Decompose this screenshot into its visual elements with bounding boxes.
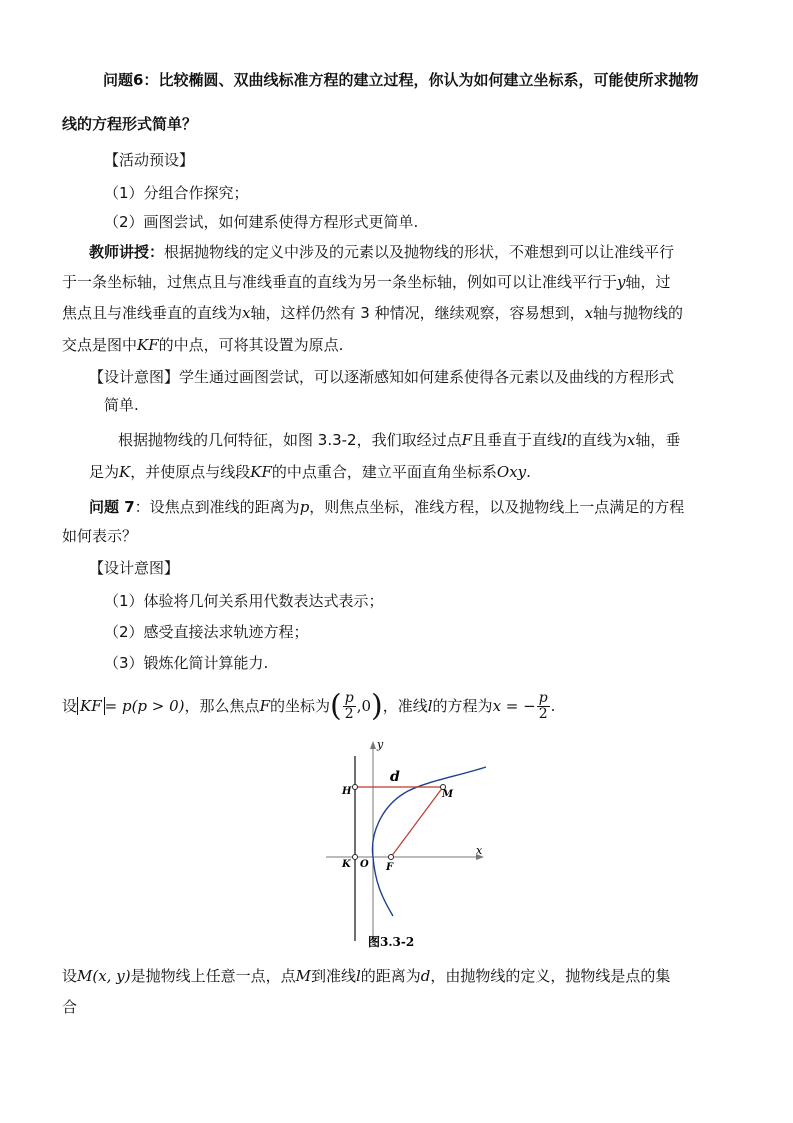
teacher-text: 根据抛物线的定义中涉及的元素以及抛物线的形状，不难想到可以让准线平行: [164, 243, 675, 261]
math-var: l: [355, 967, 361, 985]
point-k: [353, 855, 358, 860]
label-d: d: [390, 769, 400, 785]
geometry-text: 的中点重合，建立平面直角坐标系: [271, 463, 497, 481]
math-var: x: [242, 304, 251, 322]
frac-num: p: [344, 690, 354, 706]
question-6-line1: [103, 70, 698, 90]
teacher-text: 交点是图中: [62, 336, 138, 354]
math-var: d: [420, 967, 431, 985]
teacher-text: 于一条坐标轴，过焦点且与准线垂直的直线为另一条坐标轴，例如可以让准线平行于: [62, 273, 618, 291]
question-7-line1: [89, 497, 684, 517]
label-m: M: [442, 789, 454, 800]
activity-heading: 【活动预设】: [104, 151, 195, 169]
teacher-line1: [89, 242, 674, 262]
frac-num: p: [538, 690, 548, 706]
label-x: x: [476, 844, 483, 857]
math-var: F: [461, 431, 473, 449]
formula-text: 的坐标为: [269, 697, 330, 715]
design2-item-1: （1）体验将几何关系用代数表达式表示；: [104, 592, 384, 610]
math-var: KF: [137, 336, 159, 354]
fraction-p-over-2: [343, 691, 356, 722]
math-var: K: [119, 463, 131, 481]
formula-line: [62, 688, 555, 725]
formula-text: ，那么焦点: [184, 697, 260, 715]
math-expr: x = −: [492, 697, 536, 715]
geometry-text: .: [526, 463, 531, 481]
math-var: Oxy: [496, 463, 527, 481]
y-axis-arrow: [370, 741, 376, 749]
formula-text: ，准线: [382, 697, 428, 715]
math-expr: M(x, y): [77, 967, 131, 985]
math-var: y: [617, 273, 626, 291]
math-var: M: [295, 967, 311, 985]
teacher-text: 的中点，可将其设置为原点.: [158, 336, 344, 354]
last-text: 设: [62, 967, 78, 985]
geometry-text: 足为: [89, 463, 120, 481]
math-var: x: [584, 304, 594, 322]
geometry-line2: [89, 462, 531, 482]
formula-text: .: [550, 697, 556, 715]
teacher-label: 教师讲授：: [89, 243, 165, 261]
question-7-text: ，则焦点坐标，准线方程，以及抛物线上一点满足的方程: [309, 498, 685, 516]
frac-den: 2: [538, 706, 548, 722]
label-f: F: [386, 862, 394, 873]
teacher-text: 轴，这样仍然有 3 种情况，继续观察，容易想到，: [250, 304, 585, 322]
last-text: 是抛物线上任意一点，点: [130, 967, 296, 985]
design1-text: 学生通过画图尝试，可以逐渐感知如何建系使得各元素以及曲线的方程形式: [179, 368, 675, 386]
question-7-label: 问题 7: [89, 498, 135, 516]
design1-line1: [89, 367, 674, 387]
label-o: O: [360, 859, 369, 870]
point-h: [353, 785, 358, 790]
point-f: [389, 855, 394, 860]
activity-item-2: （2）画图尝试，如何建系使得方程形式更简单.: [104, 213, 419, 231]
design2-item-2: （2）感受直接法求轨迹方程；: [104, 623, 309, 641]
math-var: p: [299, 498, 310, 516]
last-text: ，由抛物线的定义，抛物线是点的集: [430, 967, 671, 985]
math-var: l: [562, 431, 567, 449]
teacher-line3: [62, 303, 683, 323]
geometry-text: 且垂直于直线: [472, 431, 563, 449]
question-6-line2: 线的方程形式简单？: [62, 115, 198, 133]
teacher-line4: [62, 335, 343, 355]
parabola-curve: [372, 767, 486, 916]
geometry-text: ，并使原点与线段: [130, 463, 251, 481]
fraction-p-over-2-b: [537, 691, 550, 722]
math-var: F: [259, 697, 270, 715]
teacher-text: 轴，过: [625, 273, 671, 291]
label-k: K: [342, 859, 351, 870]
last-text: 到准线: [310, 967, 356, 985]
last-line2: 合: [62, 998, 78, 1016]
teacher-text: 焦点且与准线垂直的直线为: [62, 304, 243, 322]
math-expr: ,0: [356, 697, 371, 715]
math-expr: = p(p > 0): [104, 697, 185, 715]
math-var: l: [427, 697, 433, 715]
geometry-text: 根据抛物线的几何特征，如图 3.3-2，我们取经过点: [118, 431, 462, 449]
label-y: y: [377, 738, 384, 751]
design1-heading: 【设计意图】: [89, 368, 180, 386]
abs-kf: KF: [77, 697, 105, 715]
design2-item-3: （3）锻炼化简计算能力.: [104, 654, 269, 672]
figure-caption: 图3.3-2: [368, 935, 415, 949]
question-7-line2: 如何表示？: [62, 527, 138, 545]
formula-text: 设: [62, 697, 78, 715]
geometry-text: 的直线为: [566, 431, 627, 449]
geometry-line1: [118, 430, 680, 450]
teacher-line2: [62, 272, 671, 292]
math-var: KF: [250, 463, 272, 481]
question-6-label: 问题6：: [103, 71, 159, 89]
geometry-text: 轴，垂: [635, 431, 681, 449]
paren-open: (: [330, 688, 342, 724]
frac-den: 2: [344, 706, 354, 722]
last-text: 的距离为: [360, 967, 421, 985]
paren-close: ): [371, 688, 383, 724]
design1-line2: 简单.: [104, 396, 139, 414]
label-h: H: [342, 786, 352, 797]
formula-text: 的方程为: [432, 697, 493, 715]
math-var: x: [626, 431, 636, 449]
teacher-text: 轴与抛物线的: [593, 304, 684, 322]
question-7-text: ：设焦点到准线的距离为: [134, 498, 300, 516]
parabola-figure: [318, 736, 498, 951]
design2-heading: 【设计意图】: [89, 559, 180, 577]
activity-item-1: （1）分组合作探究；: [104, 184, 249, 202]
question-6-text: 比较椭圆、双曲线标准方程的建立过程，你认为如何建立坐标系，可能使所求抛物: [158, 71, 699, 89]
last-line1: [62, 966, 670, 986]
